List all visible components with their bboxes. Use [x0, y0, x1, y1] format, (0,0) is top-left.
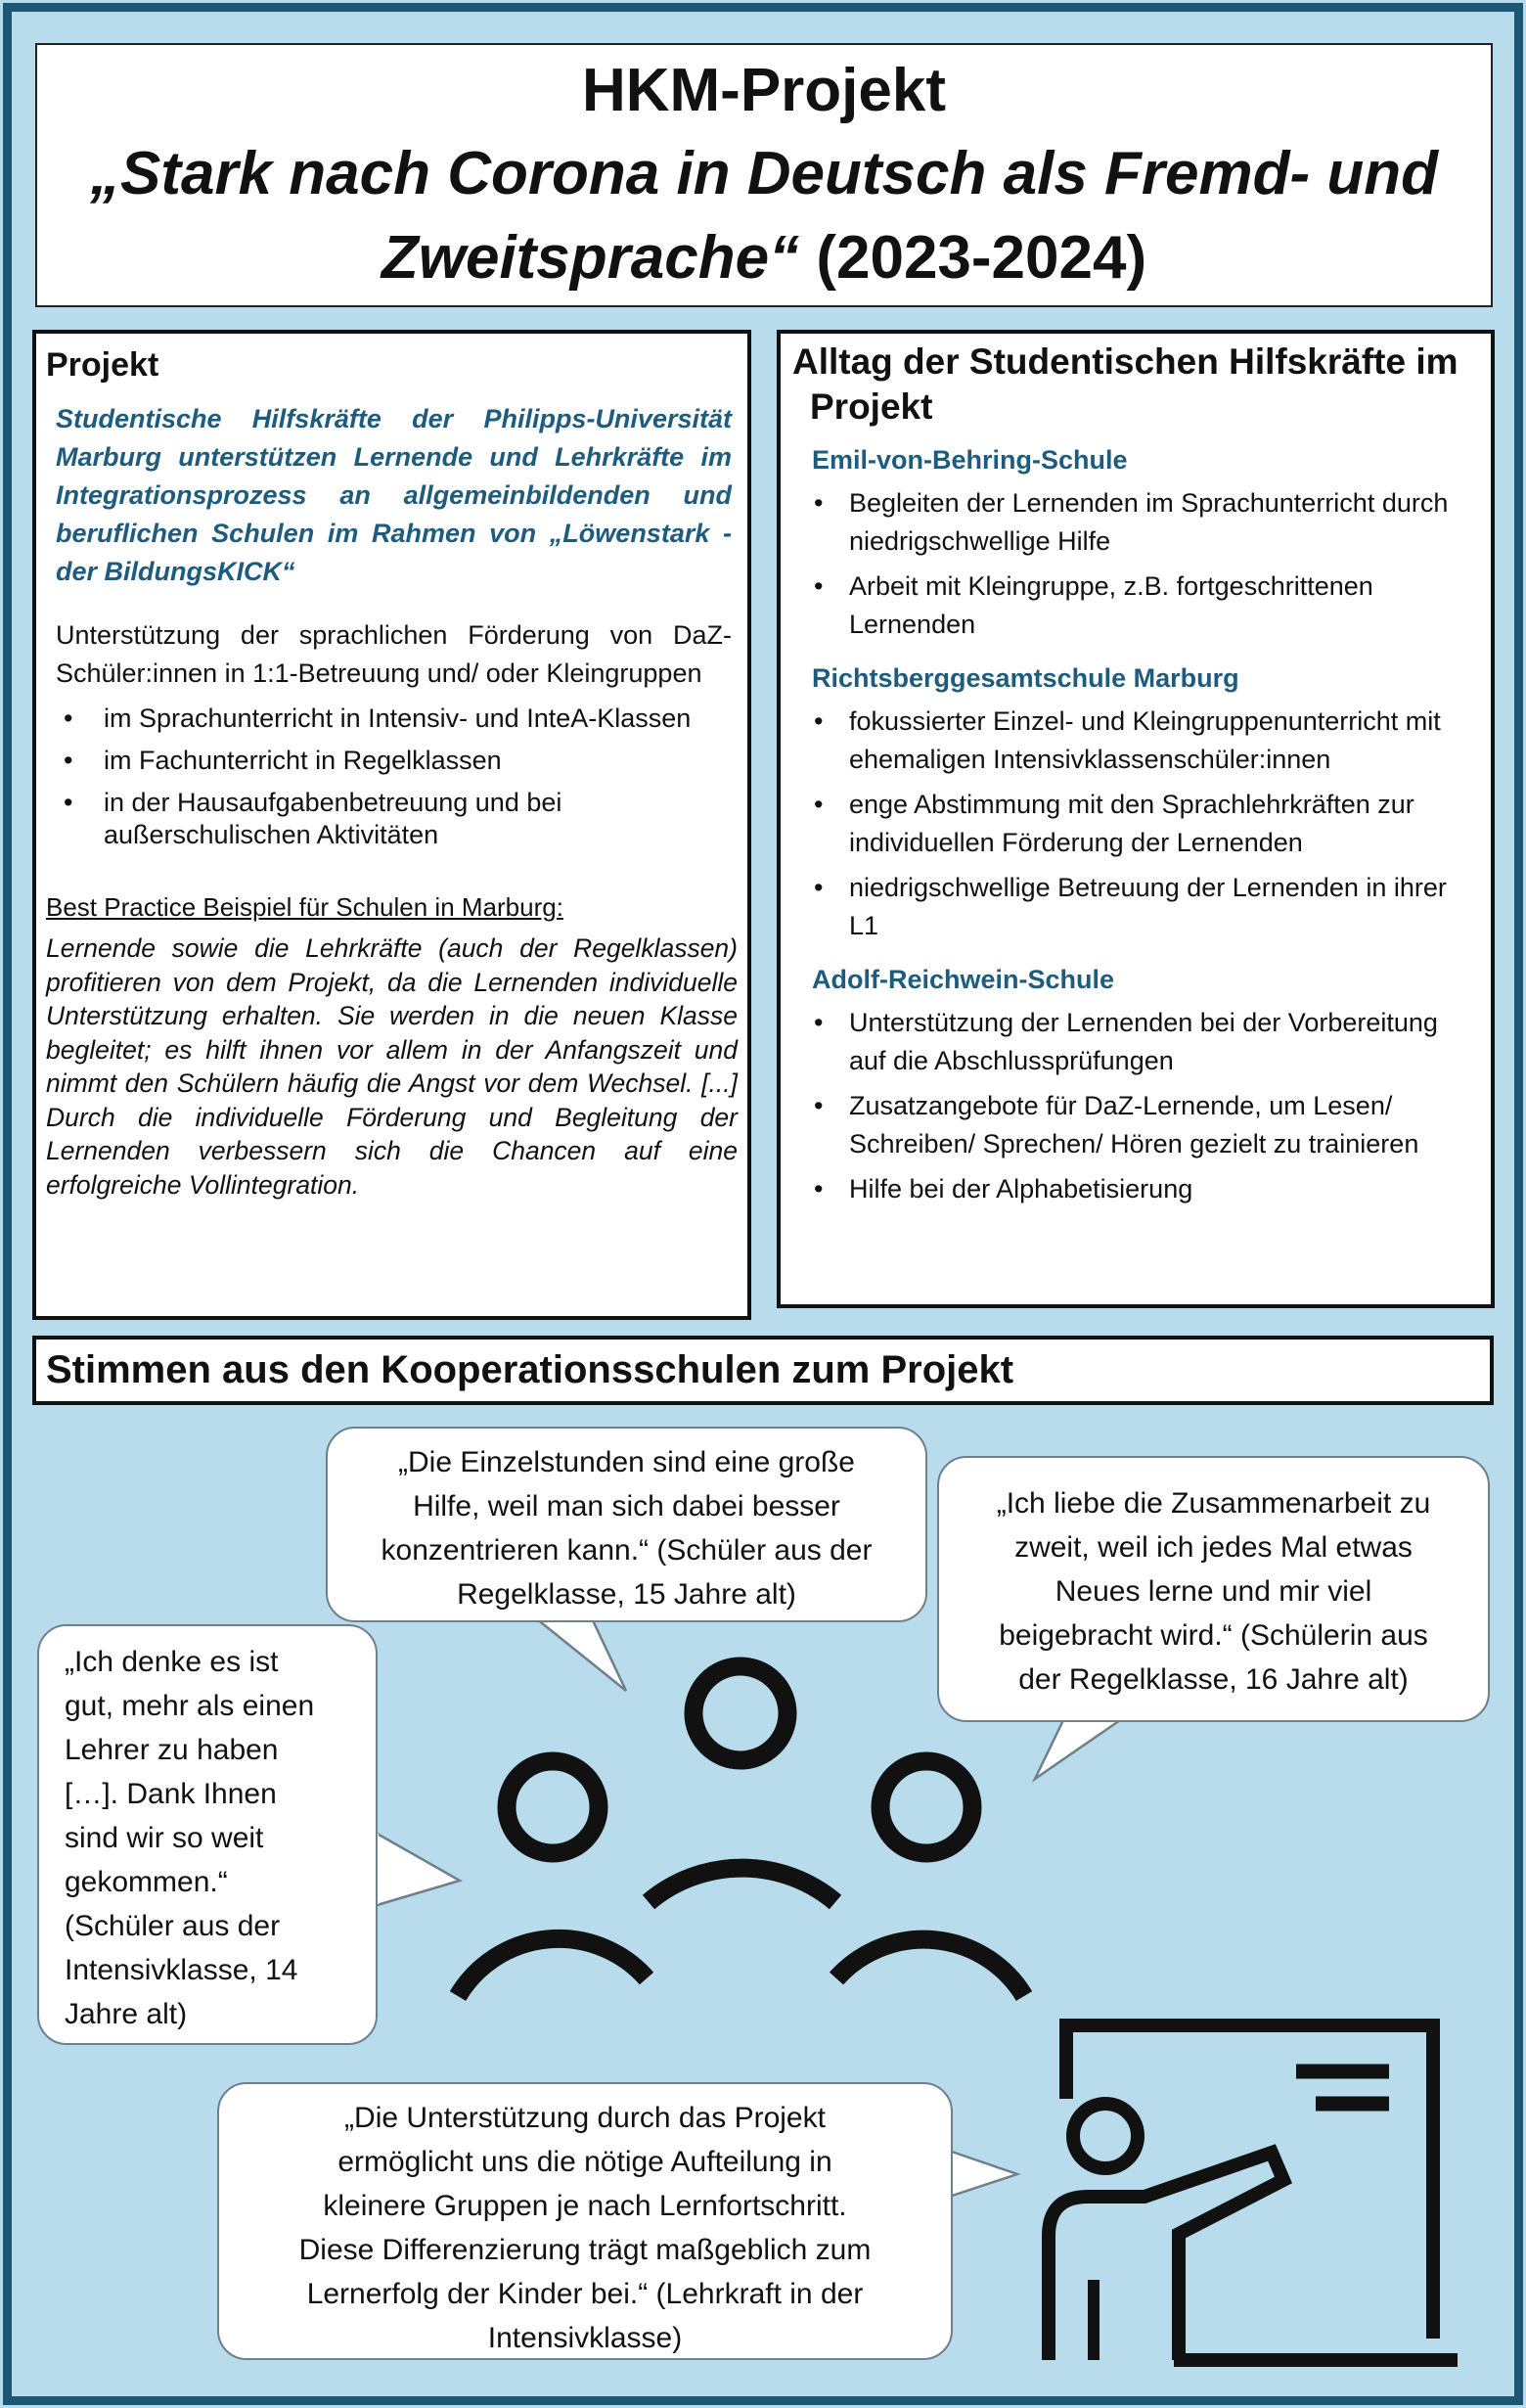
quote-line: Jahre alt)	[65, 1998, 188, 2030]
list-item-text: im Fachunterricht in Regelklassen	[104, 746, 502, 775]
quote-line: Lernerfolg der Kinder bei.“ (Lehrkraft in der	[306, 2278, 864, 2310]
list-item-text: enge Abstimmung mit den Sprachlehrkräften zur individuellen Förderung der Lernenden	[849, 790, 1414, 857]
list-item	[814, 484, 1479, 561]
quote-line: gut, mehr als einen	[65, 1690, 315, 1722]
bullet-icon: •	[814, 1091, 824, 1120]
bullet-icon: •	[814, 706, 824, 736]
quote-line: beigebracht wird.“ (Schülerin aus	[999, 1619, 1428, 1652]
list-item	[814, 1170, 1479, 1208]
school-task-list	[792, 484, 1479, 644]
list-item	[814, 703, 1479, 779]
project-box	[32, 330, 751, 1320]
alltag-box	[777, 330, 1495, 1308]
school-name: Richtsberggesamtschule Marburg	[812, 663, 1239, 693]
bullet-icon: •	[64, 788, 73, 817]
list-item-text: niedrigschwellige Betreuung der Lernenden in ihrer L1	[849, 873, 1447, 940]
project-bullet-list	[46, 703, 738, 851]
list-item	[814, 786, 1479, 862]
school-task-list	[792, 703, 1479, 945]
quote-bubble-3	[37, 1624, 378, 2045]
quote-line: […]. Dank Ihnen	[65, 1778, 277, 1810]
quote-line: Lehrer zu haben	[65, 1734, 279, 1766]
quote-bubble-1	[326, 1427, 927, 1622]
best-practice-title: Best Practice Beispiel für Schulen in Marburg:	[46, 892, 563, 922]
quote-line: „Ich denke es ist	[65, 1646, 279, 1678]
bullet-icon: •	[814, 790, 824, 819]
quote-line: Intensivklasse, 14	[65, 1954, 298, 1986]
poster-title: HKM-Projekt	[581, 57, 947, 124]
poster-subtitle-line1: „Stark nach Corona in Deutsch als Fremd- und	[89, 140, 1439, 207]
quote-line: kleinere Gruppen je nach Lernfortschritt.	[323, 2190, 847, 2222]
list-item-text: Zusatzangebote für DaZ-Lernende, um Lesen/ Schreiben/ Sprechen/ Hören gezielt zu trainieren	[849, 1091, 1419, 1159]
school-name: Emil-von-Behring-Schule	[812, 445, 1128, 475]
subtitle-italic-part: Zweitsprache“	[381, 224, 800, 292]
quote-line: „Die Unterstützung durch das Projekt	[344, 2102, 826, 2134]
school-task-list	[792, 1004, 1479, 1208]
bullet-icon: •	[814, 571, 824, 601]
list-item	[814, 869, 1479, 945]
quote-line: Diese Differenzierung trägt maßgeblich zum	[298, 2234, 872, 2266]
list-item-text: Arbeit mit Kleingruppe, z.B. fortgeschrittenen Lernenden	[849, 571, 1373, 639]
poster-header	[35, 43, 1493, 307]
best-practice-text: Lernende sowie die Lehrkräfte (auch der Regelklassen) profitieren von dem Projekt, da die Lernenden individuelle Unterstützung erhalten. Sie werden in die neuen Klasse begleitet; es hilft ihnen vor allem in der Anfangszeit und nimmt den Schülern häufig die Angst vor dem Wechsel. [...] Durch die individuelle Förderung und Begleitung der Lernenden verbessern sich die Chancen auf eine erfolgreiche Vollintegration.	[46, 933, 738, 1200]
list-item-text: Unterstützung der Lernenden bei der Vorbereitung auf die Abschlussprüfungen	[849, 1008, 1438, 1075]
list-item	[814, 1087, 1479, 1163]
quote-line: konzentrieren kann.“ (Schüler aus der	[381, 1534, 873, 1567]
quote-line: Hilfe, weil man sich dabei besser	[413, 1490, 840, 1522]
list-item	[60, 703, 738, 735]
list-item	[60, 787, 738, 851]
list-item-text: in der Hausaufgabenbetreuung und bei außerschulischen Aktivitäten	[104, 788, 562, 849]
quote-line: Regelklasse, 15 Jahre alt)	[457, 1578, 796, 1611]
project-title: Projekt	[46, 346, 159, 384]
school-name: Adolf-Reichwein-Schule	[812, 965, 1115, 994]
quote-line: Neues lerne und mir viel	[1055, 1575, 1372, 1608]
quote-line: (Schüler aus der	[65, 1910, 281, 1942]
bullet-icon: •	[814, 873, 824, 902]
alltag-title-line2: Projekt	[810, 386, 933, 427]
project-lead: Studentische Hilfskräfte der Philipps-Universität Marburg unterstützen Lernende und Lehrkräfte im Integrationsprozess an allgemeinbildenden und beruflichen Schulen im Rahmen von „Löwenstark - der BildungsKICK“	[56, 404, 732, 586]
list-item	[814, 568, 1479, 644]
quote-line: ermöglicht uns die nötige Aufteilung in	[337, 2146, 832, 2178]
quote-bubble-4	[217, 2082, 953, 2360]
quote-line: „Ich liebe die Zusammenarbeit zu	[996, 1487, 1431, 1520]
voices-heading: Stimmen aus den Kooperationsschulen zum Projekt	[32, 1336, 1494, 1405]
quote-line: Intensivklasse)	[487, 2322, 683, 2354]
list-item-text: Begleiten der Lernenden im Sprachunterricht durch niedrigschwellige Hilfe	[849, 488, 1449, 556]
bullet-icon: •	[64, 746, 73, 775]
list-item	[814, 1004, 1479, 1080]
bullet-icon: •	[64, 704, 73, 733]
list-item-text: im Sprachunterricht in Intensiv- und InteA-Klassen	[104, 704, 692, 733]
alltag-title-line1: Alltag der Studentischen Hilfskräfte im	[792, 341, 1459, 382]
bullet-icon: •	[814, 488, 824, 518]
poster-subtitle-line2	[382, 216, 1146, 300]
bullet-icon: •	[814, 1174, 824, 1204]
quote-line: sind wir so weit	[65, 1822, 264, 1854]
quote-line: gekommen.“	[65, 1866, 228, 1898]
list-item-text: fokussierter Einzel- und Kleingruppenunterricht mit ehemaligen Intensivklassenschüler:innen	[849, 706, 1441, 774]
project-intro: Unterstützung der sprachlichen Förderung von DaZ-Schüler:innen in 1:1-Betreuung und/ oder Kleingruppen	[56, 620, 732, 688]
alltag-title	[792, 340, 1479, 430]
list-item-text: Hilfe bei der Alphabetisierung	[849, 1174, 1193, 1204]
bullet-icon: •	[814, 1008, 824, 1037]
list-item	[60, 745, 738, 777]
subtitle-year: (2023-2024)	[799, 224, 1147, 292]
quote-line: „Die Einzelstunden sind eine große	[398, 1446, 855, 1478]
quote-line: zweit, weil ich jedes Mal etwas	[1014, 1531, 1413, 1564]
quote-line: der Regelklasse, 16 Jahre alt)	[1018, 1663, 1409, 1696]
quote-bubble-2	[937, 1456, 1490, 1722]
